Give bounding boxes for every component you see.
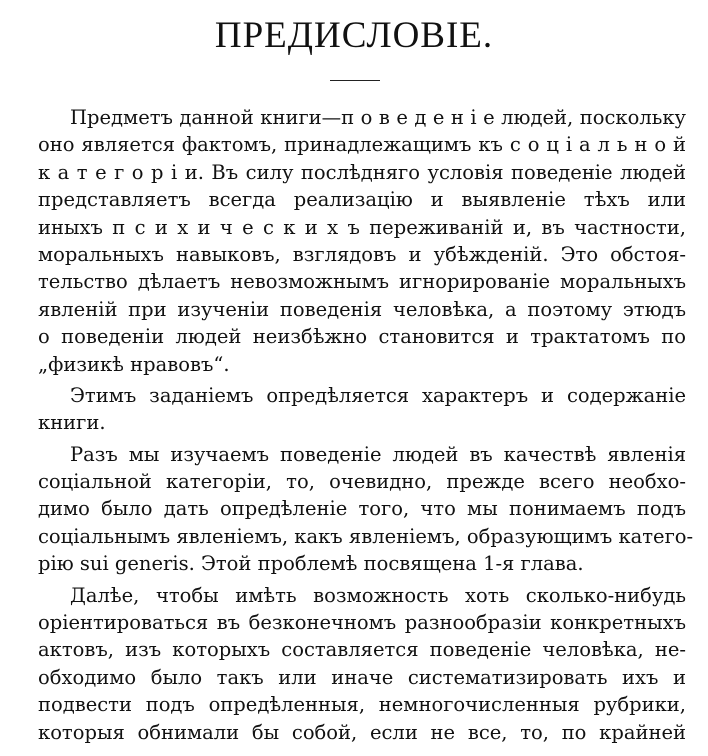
text-line: оріентироваться въ безконечномъ разнообразіи конкретныхъ — [38, 611, 686, 635]
text-line: моральныхъ навыковъ, взглядовъ и убѣжденій. Это обстоя- — [38, 242, 686, 266]
text-line: димо было дать опредѣленіе того, что мы понимаемъ подъ — [38, 497, 686, 521]
page-title: ПРЕДИСЛОВІЕ. — [214, 15, 494, 56]
paragraph-1 — [38, 104, 686, 378]
text-line: тельство дѣлаетъ невозможнымъ игнорированіе моральныхъ — [38, 270, 686, 294]
text-line: иныхъ п с и х и ч е с к и х ъ переживаній и, въ частности, — [38, 215, 686, 239]
text-line: подвести подъ опредѣленныя, немногочисленныя рубрики, — [38, 693, 686, 717]
text-line: актовъ, изъ которыхъ составляется поведеніе человѣка, не- — [38, 638, 686, 662]
text-line: рію sui generis. Этой проблемѣ посвящена 1-я глава. — [38, 552, 584, 576]
text-line: Далѣе, чтобы имѣть возможность хоть сколько-нибудь — [70, 583, 686, 607]
title-divider — [330, 80, 380, 81]
paragraph-2 — [38, 382, 686, 437]
text-line: явленій при изученіи поведенія человѣка, а поэтому этюдъ — [38, 297, 686, 321]
text-line: к а т е г о р і и. Въ силу послѣдняго условія поведеніе людей — [38, 160, 686, 184]
text-line: „физикѣ нравовъ“. — [38, 352, 230, 376]
text-line: представляетъ всегда реализацію и выявленіе тѣхъ или — [38, 188, 686, 212]
text-line: книги. — [38, 411, 106, 435]
paragraph-4 — [38, 582, 686, 746]
paragraph-3 — [38, 441, 694, 578]
text-line: обходимо было такъ или иначе систематизировать ихъ и — [38, 665, 686, 689]
text-line: Предметъ данной книги—п о в е д е н і е людей, поскольку — [70, 106, 686, 129]
text-line: которыя обнимали бы собой, если не все, то, по крайней — [38, 720, 686, 744]
text-line: оно является фактомъ, принадлежащимъ къ с о ц і а л ь н о й — [38, 133, 686, 157]
text-line: соціальной категоріи, то, очевидно, прежде всего необхо- — [38, 470, 686, 494]
preface-text — [38, 104, 694, 746]
text-line: Этимъ заданіемъ опредѣляется характеръ и содержаніе — [70, 383, 686, 407]
text-line: Разъ мы изучаемъ поведеніе людей въ качествѣ явленія — [70, 442, 686, 466]
text-line: о поведеніи людей неизбѣжно становится и трактатомъ по — [38, 325, 686, 349]
text-line: соціальнымъ явленіемъ, какъ явленіемъ, образующимъ катего- — [38, 524, 694, 548]
